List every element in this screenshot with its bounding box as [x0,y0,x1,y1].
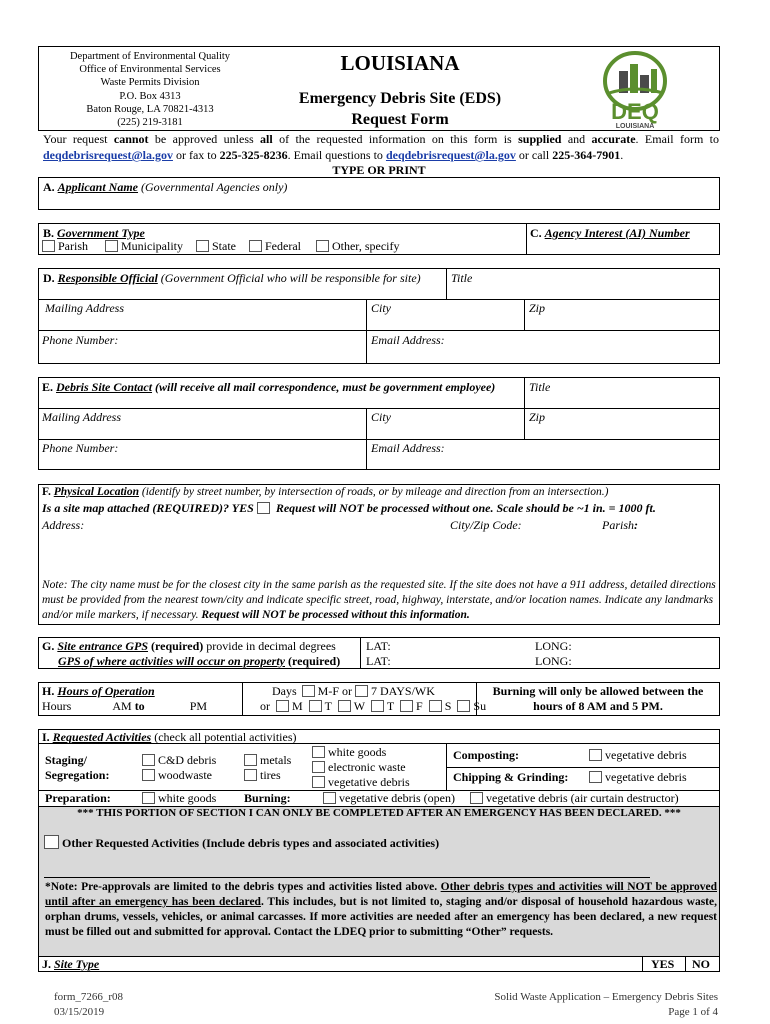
day-f-checkbox[interactable] [400,700,413,712]
d-mailing-field[interactable]: Mailing Address [45,301,125,315]
seven-days-checkbox[interactable] [355,685,368,697]
section-f-label: F. Physical Location (identify by street number, by intersection of roads, or by mileage and direction from an intersection.) [42,486,609,498]
dept-line: P.O. Box 4313 [119,90,181,102]
state-title: LOUISIANA [340,51,460,75]
gov-state-checkbox[interactable]: State [196,239,236,253]
e-mailing-field[interactable]: Mailing Address [42,410,122,424]
section-j-label: J. Site Type [42,957,100,971]
form-title-line1: Emergency Debris Site (EDS) [298,90,502,107]
dept-line: (225) 219-3181 [117,117,183,129]
deq-logo [597,49,673,129]
day-t-checkbox[interactable] [309,700,322,712]
e-email-field[interactable]: Email Address: [371,441,445,455]
staging-label: Staging/ Segregation: [45,753,110,782]
svg-text:DEQ: DEQ [611,99,659,124]
chipping-veg-option[interactable]: vegetative debris [589,770,687,785]
prep-whitegoods-option[interactable]: white goods [142,791,216,806]
footer-form-id: form_7266_r08 [54,991,124,1003]
d-email-field[interactable]: Email Address: [371,333,445,347]
composting-label: Composting: [453,748,520,762]
preparation-label: Preparation: [45,791,111,805]
d-city-field[interactable]: City [371,301,391,315]
section-c-label[interactable]: C. Agency Interest (AI) Number [530,226,690,240]
gov-municipality-checkbox[interactable]: Municipality [105,239,183,253]
woodwaste-option[interactable]: woodwaste [142,768,212,783]
dept-address [40,50,260,129]
gov-type-options [42,239,399,254]
day-s-checkbox[interactable] [429,700,442,712]
e-zip-field[interactable]: Zip [529,410,546,424]
day-w-checkbox[interactable] [338,700,351,712]
days-row-2: or M T W T F S Su [260,699,487,713]
section-e-label[interactable]: E. Debris Site Contact (will receive all mail correspondence, must be government employee) [42,380,496,394]
section-a-label: A. Applicant Name (Governmental Agencies only) [43,180,288,194]
day-m-checkbox[interactable] [276,700,289,712]
chipping-label: Chipping & Grinding: [453,770,569,784]
e-phone-field[interactable]: Phone Number: [42,441,119,455]
composting-veg-option[interactable]: vegetative debris [589,748,687,763]
burn-open-option[interactable]: vegetative debris (open) [323,791,455,806]
gps-entrance-label: G. Site entrance GPS (required) provide in decimal degrees [42,639,336,653]
burning-label: Burning: [244,791,291,805]
dept-line: Department of Environmental Quality [69,51,231,62]
email-link-1[interactable]: deqdebrisrequest@la.gov [43,148,173,162]
gov-parish-checkbox[interactable]: Parish [42,239,88,253]
dept-line: Baton Rouge, LA 70821-4313 [86,103,214,115]
gov-other-checkbox[interactable]: Other, specify [316,239,400,253]
whitegoods-option[interactable]: white goods [312,745,386,760]
section-h-label: H. Hours of Operation [42,684,155,698]
f-cityzip-field[interactable]: City/Zip Code: [450,518,522,532]
email-link-2[interactable]: deqdebrisrequest@la.gov [385,148,516,162]
burn-acd-option[interactable]: vegetative debris (air curtain destructor) [470,791,679,806]
footer-page-number: Page 1 of 4 [668,1006,718,1018]
vegdebris-option[interactable]: vegetative debris [312,775,410,790]
d-zip-field[interactable]: Zip [529,301,546,315]
e-city-field[interactable]: City [371,410,391,424]
f-parish-field[interactable]: Parish: [602,518,639,532]
approval-note: *Note: Pre-approvals are limited to the debris types and activities listed above. Other debris types and activities will NOT be approved until after an emergency has been declared. This includes, but is not limited to, staging and/or disposal of household hazardous waste, orphan drums, vessels, vehicles, or animal carcasses. If more activities are needed after an emergency has been declared, a new request must be filled out and submitted for approval. Contact the LDEQ prior to submitting “Other” requests. [45,881,717,938]
section-d-label[interactable]: D. Responsible Official (Government Official who will be responsible for site) [43,271,421,285]
svg-text:LOUISIANA: LOUISIANA [615,123,655,129]
emergency-notice: *** THIS PORTION OF SECTION I CAN ONLY BE COMPLETED AFTER AN EMERGENCY HAS BEEN DECLARED. *** [77,807,681,819]
hours-fields[interactable]: Hours AM to PM [42,699,208,713]
gov-federal-checkbox[interactable]: Federal [249,239,301,253]
e-title-field[interactable]: Title [529,380,551,394]
site-type-yes[interactable]: YES [651,957,675,971]
footer-app-title: Solid Waste Application – Emergency Debris Sites [494,991,718,1003]
dept-line: Office of Environmental Services [79,64,221,76]
gps-activities-long[interactable]: LONG: [535,654,572,668]
gps-entrance-lat[interactable]: LAT: [366,639,391,653]
tires-option[interactable]: tires [244,768,281,783]
d-title-field[interactable]: Title [451,271,473,285]
form-title-line2: Request Form [351,111,449,128]
other-activities-option[interactable]: Other Requested Activities (Include debris types and associated activities) [44,835,439,851]
section-i-label: I. Requested Activities (check all potential activities) [42,730,297,744]
other-activities-line [44,877,650,878]
type-or-print: TYPE OR PRINT [332,163,426,177]
f-address-field[interactable]: Address: [42,518,85,532]
intro-paragraph: Your request cannot be approved unless all of the requested information on this form is supplied and accurate. Email form to deqdebrisrequest@la.gov or fax to 225-325-8236. Email questions to deqdebrisrequest@la.gov or call 225-364-7901. [43,132,719,162]
gps-activities-label: GPS of where activities will occur on property (required) [58,654,341,668]
cd-debris-option[interactable]: C&D debris [142,753,216,768]
electronic-option[interactable]: electronic waste [312,760,406,775]
metals-option[interactable]: metals [244,753,291,768]
site-map-question: Is a site map attached (REQUIRED)? YES Request will NOT be processed without one. Scale should be ~1 in. = 1000 ft. [42,501,656,515]
d-phone-field[interactable]: Phone Number: [42,333,119,347]
day-th-checkbox[interactable] [371,700,384,712]
gps-entrance-long[interactable]: LONG: [535,639,572,653]
site-map-yes-checkbox[interactable] [257,502,270,514]
burn-hours-note: Burning will only be allowed between the hours of 8 AM and 5 PM. [492,684,704,713]
mf-checkbox[interactable] [302,685,315,697]
day-su-checkbox[interactable] [457,700,470,712]
site-type-no[interactable]: NO [692,957,710,971]
days-row-1: Days M-F or 7 DAYS/WK [272,684,435,698]
gps-activities-lat[interactable]: LAT: [366,654,391,668]
footer-date: 03/15/2019 [54,1006,105,1018]
f-note: Note: The city name must be for the closest city in the same parish as the requested site. If the site does not have a 911 address, detailed directions must be provided from the nearest town/city and indicate specific street, road, highway, interstate, and/or location names. Indicate any landmarks and/or mile markers, if necessary. Request will NOT be processed without this information. [42,579,716,621]
section-b-label: B. Government Type [43,226,145,240]
dept-line: Waste Permits Division [100,77,200,89]
deq-logo-icon [597,49,673,129]
